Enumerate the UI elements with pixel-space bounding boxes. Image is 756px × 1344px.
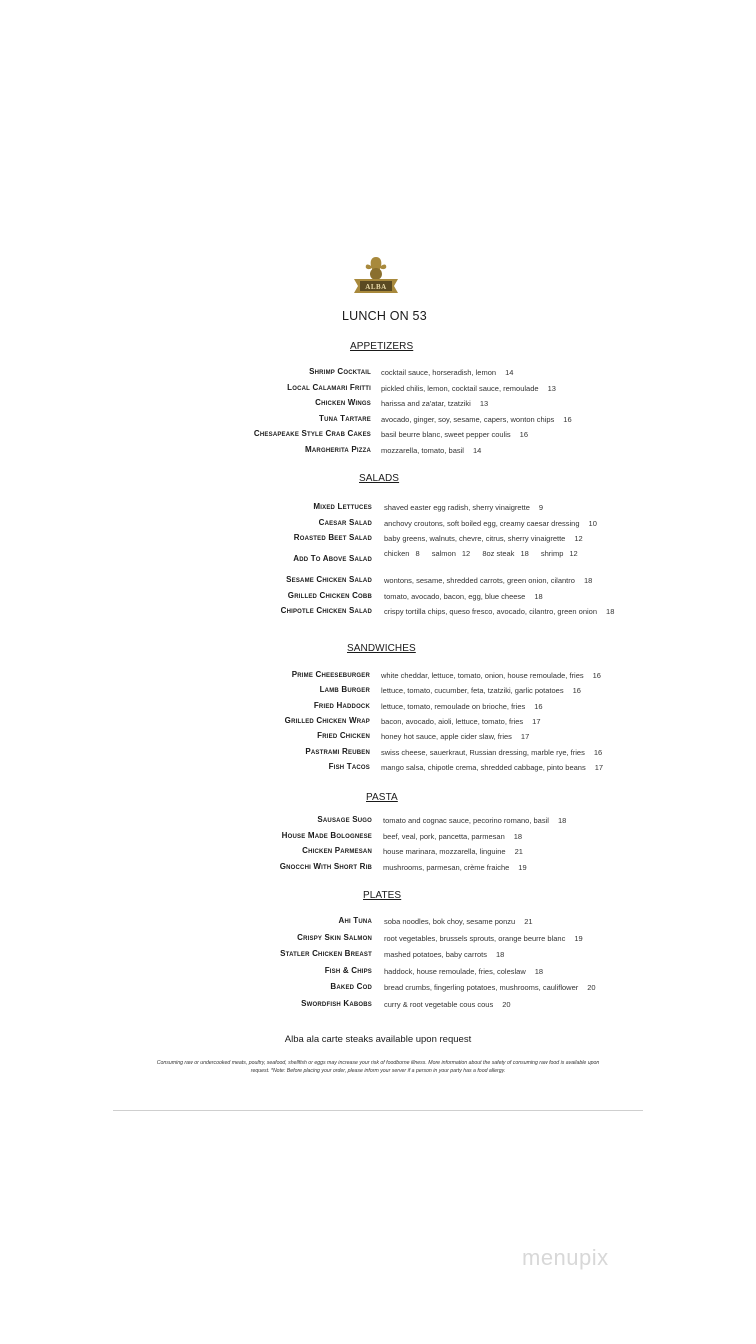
steak-note: Alba ala carte steaks available upon request [284, 1034, 472, 1045]
menu-item-description: white cheddar, lettuce, tomato, onion, house remoulade, fries 16 [381, 671, 601, 680]
menu-item-price: 16 [563, 414, 572, 424]
menu-item-name: Grilled Chicken Wrap [284, 715, 370, 725]
menu-item-name: Caesar Salad [318, 517, 372, 527]
menu-item-row [0, 815, 756, 827]
menu-item-price: 13 [547, 383, 556, 393]
menu-item-price: 20 [502, 999, 511, 1009]
menu-item-row [0, 701, 756, 713]
menu-item-row [0, 916, 756, 928]
menu-item-name: Lamb Burger [319, 685, 370, 695]
menu-item-name: Grilled Chicken Cobb [287, 590, 372, 600]
menu-item-name: Fish Tacos [328, 761, 370, 771]
menu-item-price: 12 [574, 534, 583, 543]
menu-item-description: haddock, house remoulade, fries, coleslaw 18 [384, 966, 544, 976]
menu-item-description: lettuce, tomato, cucumber, feta, tzatziki, garlic potatoes 16 [381, 686, 581, 696]
menu-item-name: Chipotle Chicken Salad [280, 606, 372, 615]
menu-item-row [0, 518, 756, 530]
menu-item-description: soba noodles, bok choy, sesame ponzu 21 [384, 917, 533, 926]
menu-item-price: 14 [505, 368, 514, 377]
menu-item-row [0, 949, 756, 961]
menu-item-price: 18 [495, 950, 505, 959]
menu-item-name: Local Calamari Fritti [287, 382, 371, 392]
menu-item-description: mashed potatoes, baby carrots 18 [384, 950, 505, 959]
menu-item-description: crispy tortilla chips, queso fresco, avocado, cilantro, green onion 18 [384, 607, 615, 616]
menu-item-name: Baked Cod [330, 982, 372, 991]
menu-item-price: 18 [534, 591, 543, 601]
menu-item-price: 10 [588, 518, 597, 528]
menu-item-name: Swordfish Kabobs [301, 998, 372, 1008]
menu-item-row [0, 982, 756, 994]
menu-item-description: wontons, sesame, shredded carrots, green onion, cilantro 18 [384, 576, 593, 585]
menu-item-price: 16 [593, 747, 603, 757]
menu-item-name: Sesame Chicken Salad [286, 575, 372, 584]
menu-item-price: 18 [606, 607, 615, 616]
menu-item-price: 16 [534, 701, 543, 711]
menu-item-name: Ahi Tuna [338, 916, 372, 925]
menu-item-name: Gnocchi With Short Rib [279, 861, 372, 871]
section-title-pasta: PASTA [366, 792, 398, 803]
section-title-sandwiches: SANDWICHES [347, 643, 416, 654]
menu-item-name: Roasted Beet Salad [293, 533, 372, 542]
logo-text: ALBA [365, 283, 387, 291]
menu-item-description: bacon, avocado, aioli, lettuce, tomato, fries 17 [381, 716, 541, 726]
divider [113, 1110, 643, 1111]
menu-item-row [0, 831, 756, 843]
menu-item-row [0, 670, 756, 682]
menu-item-description: baby greens, walnuts, chevre, citrus, sherry vinaigrette 12 [384, 534, 583, 543]
menu-item-description: mozzarella, tomato, basil 14 [381, 445, 482, 455]
menu-item-price: 20 [587, 983, 596, 992]
menu-item-description: harissa and za'atar, tzatziki 13 [381, 399, 489, 408]
add-on-option: chicken 8 [384, 549, 420, 558]
menu-item-row [0, 933, 756, 945]
menu-item-price: 18 [583, 576, 593, 585]
menu-item-name: Fried Haddock [313, 700, 370, 710]
menu-item-row [0, 966, 756, 978]
menu-item-description: mango salsa, chipotle crema, shredded cabbage, pinto beans 17 [381, 762, 604, 772]
allergy-disclaimer: Consuming raw or undercooked meats, poultry, seafood, shellfish or eggs may increase your risk of foodborne illness. More information about the safety of consuming raw food is available upon request. *Note: Before placing your order, please inform your server if a person in your party has a food allergy. [156, 1060, 600, 1074]
menu-item-row [0, 367, 756, 379]
menu-item-price: 18 [534, 966, 544, 976]
menu-item-row [0, 999, 756, 1011]
menu-item-price: 21 [514, 847, 523, 856]
menu-item-price: 18 [557, 816, 567, 825]
section-title-salads: SALADS [359, 473, 400, 484]
menu-item-price: 19 [518, 862, 527, 872]
menu-item-description: beef, veal, pork, pancetta, parmesan 18 [383, 831, 523, 841]
menu-item-price: 16 [519, 430, 529, 439]
menu-item-description: cocktail sauce, horseradish, lemon 14 [381, 368, 514, 377]
add-on-option: 8oz steak 18 [482, 549, 529, 558]
add-on-option: salmon 12 [431, 549, 471, 558]
add-on-options [384, 549, 588, 558]
menu-item-row [0, 445, 756, 457]
menu-item-row [0, 862, 756, 874]
menu-item-description: swiss cheese, sauerkraut, Russian dressing, marble rye, fries 16 [381, 747, 603, 757]
menu-item-row [0, 591, 756, 603]
menu-item-description: honey hot sauce, apple cider slaw, fries 17 [381, 732, 530, 742]
menu-item-description: lettuce, tomato, remoulade on brioche, fries 16 [381, 701, 543, 711]
menu-item-name: Margherita Pizza [305, 444, 371, 454]
add-on-row [0, 548, 756, 563]
menu-item-name: Shrimp Cocktail [309, 367, 371, 376]
menu-item-description: anchovy croutons, soft boiled egg, creamy caesar dressing 10 [384, 518, 597, 528]
menu-item-price: 14 [472, 445, 482, 455]
menu-item-row [0, 429, 756, 441]
alba-logo [352, 253, 400, 295]
menu-item-name: Tuna Tartare [319, 413, 371, 423]
menu-item-description: shaved easter egg radish, sherry vinaigrette 9 [384, 503, 544, 512]
menu-item-description: basil beurre blanc, sweet pepper coulis 16 [381, 430, 529, 439]
menu-item-name: Fried Chicken [317, 731, 370, 741]
menu-item-price: 21 [524, 917, 533, 926]
menu-item-description: bread crumbs, fingerling potatoes, mushrooms, cauliflower 20 [384, 983, 596, 992]
menu-item-name: House Made Bolognese [281, 830, 372, 840]
menu-item-row [0, 502, 756, 514]
menu-item-description: root vegetables, brussels sprouts, orange beurre blanc 19 [384, 933, 583, 943]
menu-item-name: Statler Chicken Breast [280, 949, 372, 958]
menu-item-name: Chicken Parmesan [302, 846, 372, 855]
menu-item-row [0, 716, 756, 728]
menu-item-row [0, 533, 756, 545]
section-title-plates: PLATES [363, 890, 402, 901]
menu-item-row [0, 846, 756, 858]
menu-item-price: 16 [572, 686, 581, 696]
section-title-appetizers: APPETIZERS [350, 341, 414, 352]
menu-item-price: 16 [592, 671, 601, 680]
menu-item-price: 17 [520, 732, 530, 742]
menu-item-price: 19 [574, 933, 583, 943]
menu-item-row [0, 685, 756, 697]
menu-item-description: avocado, ginger, soy, sesame, capers, wonton chips 16 [381, 414, 572, 424]
menu-item-row [0, 398, 756, 410]
page-title: LUNCH ON 53 [342, 309, 427, 323]
menu-item-name: Crispy Skin Salmon [297, 932, 372, 942]
menu-item-row [0, 762, 756, 774]
menu-item-description: house marinara, mozzarella, linguine 21 [383, 847, 523, 856]
menu-item-name: Chesapeake Style Crab Cakes [253, 429, 371, 438]
menu-item-price: 13 [479, 399, 489, 408]
menu-item-row [0, 606, 756, 618]
menu-item-description: tomato and cognac sauce, pecorino romano, basil 18 [383, 816, 567, 825]
menu-item-row [0, 747, 756, 759]
menu-item-name: Pastrami Reuben [305, 746, 370, 756]
menu-item-name: Sausage Sugo [317, 815, 372, 824]
menu-item-row [0, 414, 756, 426]
menu-item-name: Prime Cheeseburger [291, 670, 370, 679]
menu-item-description: tomato, avocado, bacon, egg, blue cheese 18 [384, 591, 543, 601]
menu-item-name: Add To Above Salad [293, 554, 372, 563]
menu-item-name: Fish & Chips [324, 965, 372, 975]
menupix-watermark: menupix [522, 1245, 609, 1270]
menu-item-description: curry & root vegetable cous cous 20 [384, 999, 511, 1009]
menu-item-price: 18 [513, 831, 523, 841]
menu-item-price: 17 [532, 716, 541, 726]
menu-item-row [0, 383, 756, 395]
menu-item-description: mushrooms, parmesan, crème fraiche 19 [383, 862, 527, 872]
menu-item-row [0, 731, 756, 743]
menu-item-name: Mixed Lettuces [313, 502, 372, 511]
menu-item-row [0, 575, 756, 587]
menu-item-price: 17 [594, 762, 604, 772]
menu-item-description: pickled chilis, lemon, cocktail sauce, remoulade 13 [381, 383, 556, 393]
add-on-option: shrimp 12 [540, 549, 578, 558]
menu-item-name: Chicken Wings [315, 398, 371, 407]
menu-item-price: 9 [538, 503, 544, 512]
